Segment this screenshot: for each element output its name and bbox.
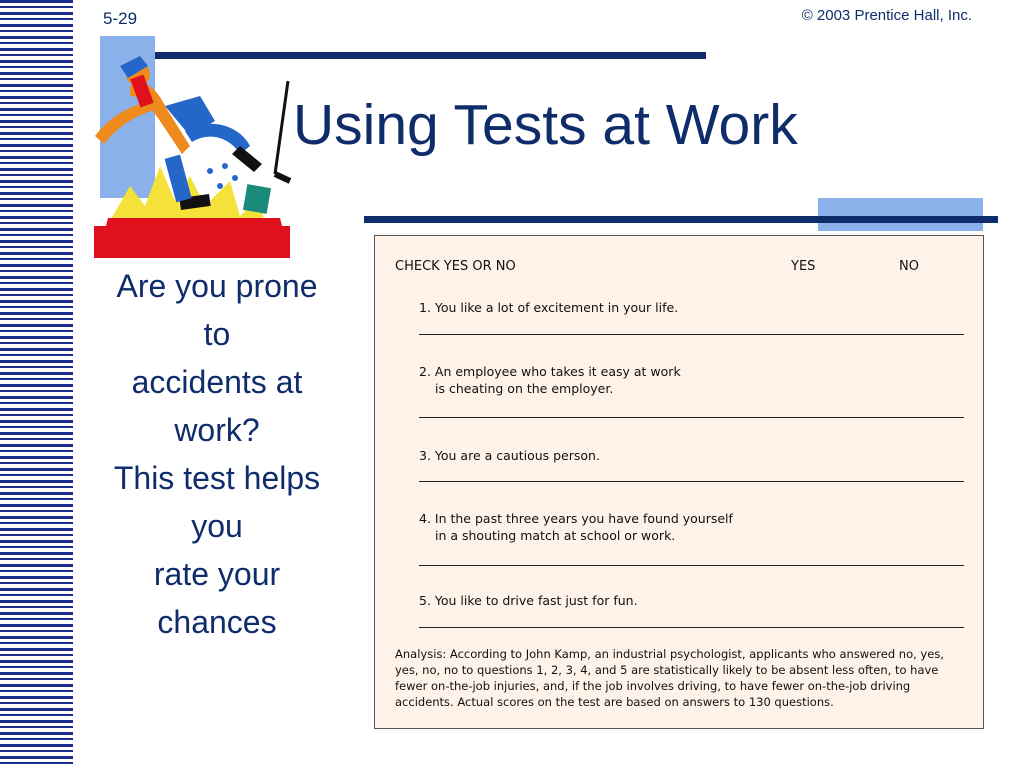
question-text: 3. You are a cautious person. xyxy=(419,448,600,463)
answer-line xyxy=(419,334,964,335)
question-text-cont: is cheating on the employer. xyxy=(435,381,614,396)
answer-line xyxy=(419,417,964,418)
question-5 xyxy=(419,592,638,609)
question-2 xyxy=(419,363,681,397)
question-4 xyxy=(419,510,733,544)
page-title: Using Tests at Work xyxy=(293,93,798,157)
test-heading: CHECK YES OR NO xyxy=(395,259,516,274)
question-text: 1. You like a lot of excitement in your life. xyxy=(419,300,679,315)
sidebar-line: rate your xyxy=(153,556,281,592)
question-text-cont: in a shouting match at school or work. xyxy=(435,528,676,543)
no-column-label: NO xyxy=(899,259,919,274)
analysis-text: Analysis: According to John Kamp, an industrial psychologist, applicants who answered no, yes, yes, no, no to questions 1, 2, 3, 4, and 5 are statistically likely to be absent less often, to have fewer on-the-job injuries, and, if the job involves driving, to have fewer on-the-job driving accidents. Actual scores on the test are based on answers to 130 questions. xyxy=(395,647,944,709)
yes-column-label: YES xyxy=(791,259,816,274)
sidebar-line: Are you prone xyxy=(116,268,318,304)
copyright: © 2003 Prentice Hall, Inc. xyxy=(801,7,972,24)
answer-line xyxy=(419,481,964,482)
sidebar-line: work? xyxy=(174,412,260,448)
accent-box xyxy=(818,198,983,231)
question-text: 2. An employee who takes it easy at work xyxy=(419,364,681,379)
question-text: 4. In the past three years you have found yourself xyxy=(419,511,733,526)
question-text: 5. You like to drive fast just for fun. xyxy=(419,593,638,608)
sidebar-line: This test helps xyxy=(113,460,321,496)
question-3 xyxy=(419,447,600,464)
answer-line xyxy=(419,565,964,566)
question-1 xyxy=(419,299,678,316)
sidebar-line: you xyxy=(191,508,243,544)
answer-line xyxy=(419,627,964,628)
sidebar-line: chances xyxy=(157,604,277,640)
falling-worker-illustration xyxy=(90,36,300,261)
sidebar-line: to xyxy=(203,316,231,352)
sidebar-question xyxy=(84,262,350,646)
slide-number: 5-29 xyxy=(103,9,138,28)
bottom-rule xyxy=(364,216,998,223)
decorative-stripes xyxy=(0,0,73,768)
test-card xyxy=(374,235,984,729)
sidebar-line: accidents at xyxy=(131,364,303,400)
